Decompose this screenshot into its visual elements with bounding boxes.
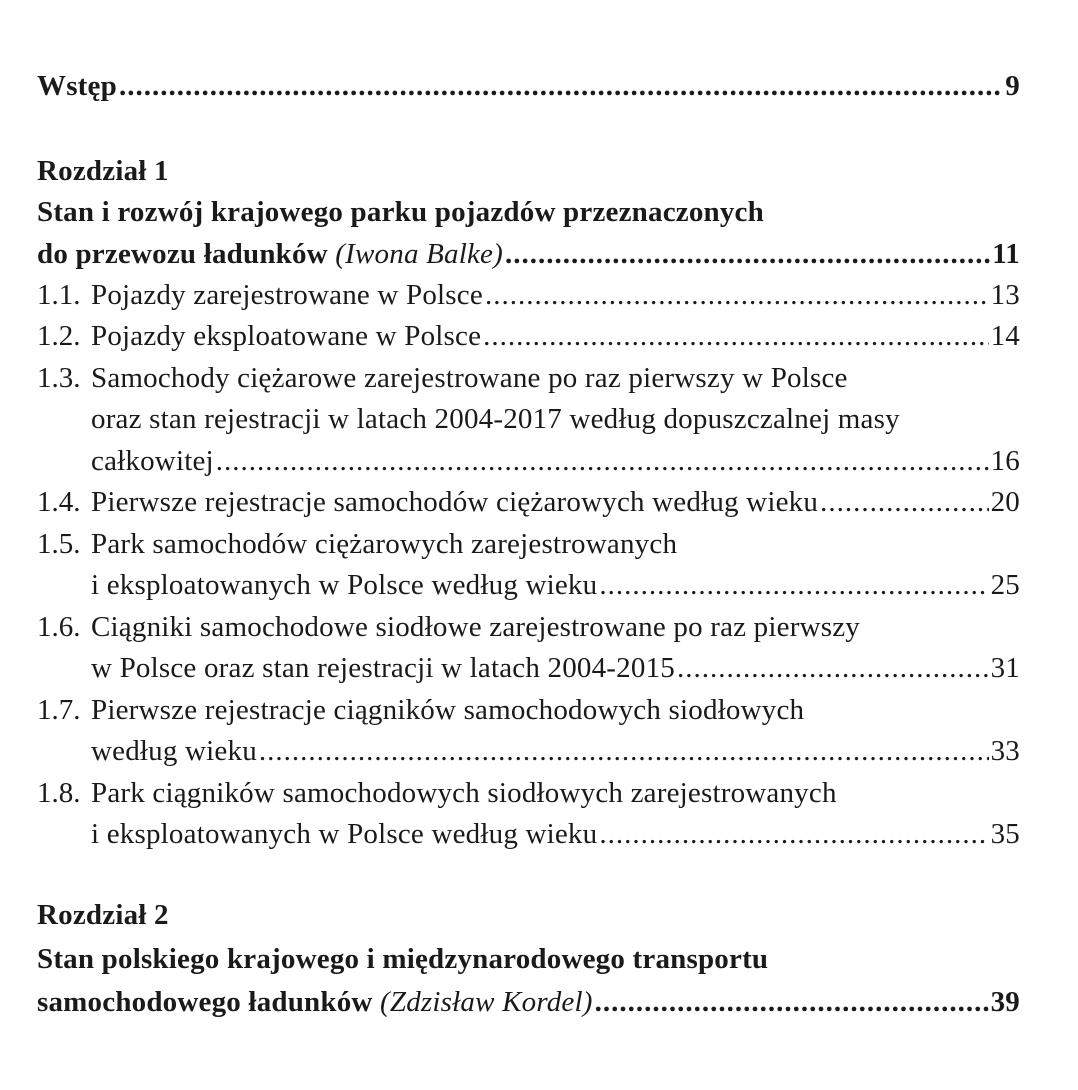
section-title: w Polsce oraz stan rejestracji w latach 2004-2015: [91, 652, 675, 684]
chapter-2-title-line-1: [37, 941, 1020, 977]
section-title: oraz stan rejestracji w latach 2004-2017 według dopuszczalnej masy: [91, 403, 900, 435]
toc-entry-section-1-3-line-1: [91, 360, 1020, 396]
intro-title: Wstęp: [37, 70, 117, 102]
chapter-label-text: Rozdział 2: [37, 899, 169, 931]
dot-leader: [119, 68, 1003, 104]
section-number: 1.1.: [37, 279, 81, 311]
section-title: według wieku: [91, 735, 257, 767]
dot-leader: [259, 733, 989, 769]
page-number: 25: [990, 569, 1020, 601]
dot-leader: [595, 984, 989, 1020]
section-title: Pojazdy zarejestrowane w Polsce: [91, 279, 483, 311]
chapter-1-label: [37, 153, 1020, 189]
chapter-2-label: [37, 897, 1020, 933]
page-number: 20: [990, 486, 1020, 518]
chapter-title-text: do przewozu ładunków: [37, 238, 328, 270]
toc-entry-section-1-1[interactable]: [91, 277, 1020, 313]
dot-leader: [820, 484, 989, 520]
section-title: całkowitej: [91, 445, 214, 477]
toc-entry-section-1-8-line-1: [91, 775, 1020, 811]
page-number: 11: [992, 238, 1020, 270]
chapter-label-text: Rozdział 1: [37, 155, 169, 187]
toc-entry-section-1-3[interactable]: [91, 443, 1020, 479]
dot-leader: [599, 816, 988, 852]
page-number: 35: [990, 818, 1020, 850]
section-number: 1.6.: [37, 611, 81, 643]
chapter-title-text: Stan i rozwój krajowego parku pojazdów przeznaczonych: [37, 196, 764, 228]
page-number: 39: [990, 986, 1020, 1018]
dot-leader: [599, 567, 988, 603]
section-number: 1.4.: [37, 486, 81, 518]
dot-leader: [483, 318, 988, 354]
toc-entry-section-1-3-line-2: [91, 401, 1020, 437]
toc-entry-section-1-2[interactable]: [91, 318, 1020, 354]
section-title: Ciągniki samochodowe siodłowe zarejestrowane po raz pierwszy: [91, 611, 860, 643]
dot-leader: [485, 277, 989, 313]
section-title: Samochody ciężarowe zarejestrowane po raz pierwszy w Polsce: [91, 362, 848, 394]
section-title: Park samochodów ciężarowych zarejestrowanych: [91, 528, 678, 560]
page-number: 31: [990, 652, 1020, 684]
toc-entry-section-1-7[interactable]: [91, 733, 1020, 769]
dot-leader: [505, 236, 990, 272]
chapter-1-title-line-1: [37, 194, 1020, 230]
page-number: 14: [990, 320, 1020, 352]
chapter-author: (Iwona Balke): [335, 238, 503, 270]
section-number: 1.5.: [37, 528, 81, 560]
section-title: Pojazdy eksploatowane w Polsce: [91, 320, 482, 352]
chapter-title-text: Stan polskiego krajowego i międzynarodowego transportu: [37, 943, 769, 975]
section-title: Pierwsze rejestracje ciągników samochodowych siodłowych: [91, 694, 805, 726]
section-number: 1.8.: [37, 777, 81, 809]
section-number: 1.3.: [37, 362, 81, 394]
section-title: i eksploatowanych w Polsce według wieku: [91, 818, 598, 850]
dot-leader: [677, 650, 989, 686]
toc-entry-section-1-8[interactable]: [91, 816, 1020, 852]
section-title: Pierwsze rejestracje samochodów ciężarowych według wieku: [91, 486, 819, 518]
toc-entry-section-1-7-line-1: [91, 692, 1020, 728]
chapter-title-text: samochodowego ładunków: [37, 986, 373, 1018]
page-number: 16: [990, 445, 1020, 477]
toc-entry-section-1-4[interactable]: [91, 484, 1020, 520]
toc-entry-chapter-2[interactable]: [37, 984, 1020, 1020]
toc-entry-section-1-6-line-1: [91, 609, 1020, 645]
page-number: 33: [990, 735, 1020, 767]
section-title: i eksploatowanych w Polsce według wieku: [91, 569, 598, 601]
toc-entry-section-1-5-line-1: [91, 526, 1020, 562]
toc-entry-section-1-5[interactable]: [91, 567, 1020, 603]
section-title: Park ciągników samochodowych siodłowych zarejestrowanych: [91, 777, 837, 809]
section-number: 1.2.: [37, 320, 81, 352]
section-number: 1.7.: [37, 694, 81, 726]
page-number: 13: [990, 279, 1020, 311]
toc-entry-chapter-1[interactable]: [37, 236, 1020, 272]
page-number: 9: [1005, 70, 1020, 102]
toc-entry-intro[interactable]: [37, 68, 1020, 104]
dot-leader: [216, 443, 989, 479]
chapter-author: (Zdzisław Kordel): [380, 986, 593, 1018]
toc-entry-section-1-6[interactable]: [91, 650, 1020, 686]
